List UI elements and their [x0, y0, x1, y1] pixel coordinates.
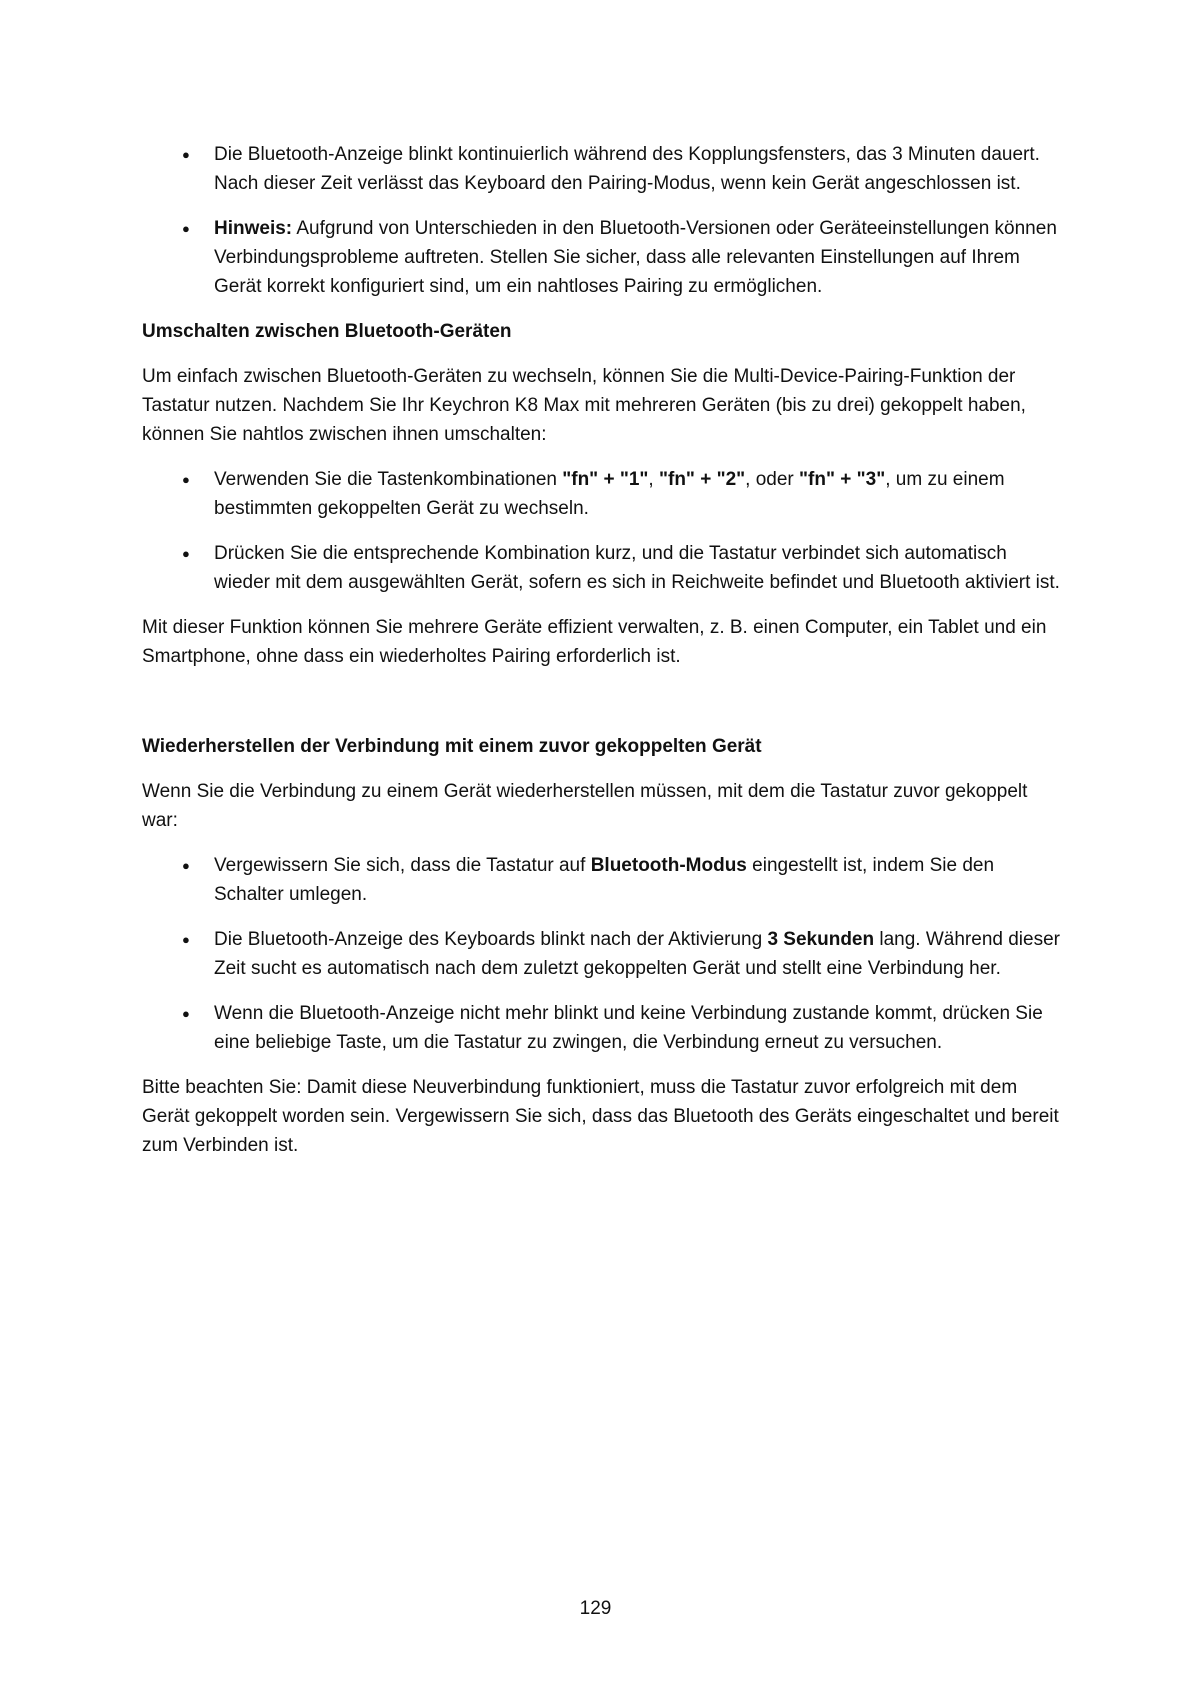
paragraph-reconnect-intro: Wenn Sie die Verbindung zu einem Gerät wiederherstellen müssen, mit dem die Tastatur zuvor gekoppelt war: [142, 781, 1028, 831]
bullet-icon: ● [182, 472, 190, 487]
note-label: Hinweis: [214, 218, 293, 239]
section-heading-switching: Umschalten zwischen Bluetooth-Geräten [142, 321, 512, 342]
bullet-icon: ● [182, 546, 190, 561]
list-item-text: , um zu einem bestimmten gekoppelten Gerät zu wechseln. [214, 469, 1005, 519]
bullet-icon: ● [182, 147, 190, 162]
page-number: 129 [579, 1598, 612, 1619]
list-item [142, 925, 1062, 983]
bullet-icon: ● [182, 932, 190, 947]
list-item [142, 140, 1062, 198]
list-item-text: lang. Während dieser Zeit sucht es automatisch nach dem zuletzt gekoppelten Gerät und stellt eine Verbindung her. [214, 929, 1060, 979]
pairing-notes-list [142, 140, 1062, 301]
document-page [142, 140, 1062, 1176]
list-item-text: Vergewissern Sie sich, dass die Tastatur auf [214, 855, 591, 876]
section-spacer [142, 687, 1062, 732]
list-item [142, 851, 1062, 909]
list-item-text: Verwenden Sie die Tastenkombinationen [214, 469, 563, 490]
key-combo: "fn" + "3" [799, 469, 886, 490]
list-item [142, 465, 1062, 523]
list-item-text: Die Bluetooth-Anzeige blinkt kontinuierlich während des Kopplungsfensters, das 3 Minuten dauert. Nach dieser Zeit verlässt das Keyboard den Pairing-Modus, wenn kein Gerät angeschlossen ist. [214, 144, 1040, 194]
reconnect-list [142, 851, 1062, 1057]
paragraph-switching-intro: Um einfach zwischen Bluetooth-Geräten zu wechseln, können Sie die Multi-Device-Pairing-Funktion der Tastatur nutzen. Nachdem Sie Ihr Keychron K8 Max mit mehreren Geräten (bis zu drei) gekoppelt haben, können Sie nahtlos zwischen ihnen umschalten: [142, 366, 1026, 445]
list-item-text: Wenn die Bluetooth-Anzeige nicht mehr blinkt und keine Verbindung zustande kommt, drücken Sie eine beliebige Taste, um die Tastatur zu zwingen, die Verbindung erneut zu versuchen. [214, 1003, 1043, 1053]
list-item [142, 214, 1062, 301]
list-item [142, 539, 1062, 597]
key-combo: "fn" + "2" [658, 469, 746, 490]
paragraph-reconnect-outro: Bitte beachten Sie: Damit diese Neuverbindung funktioniert, muss die Tastatur zuvor erfolgreich mit dem Gerät gekoppelt worden sein. Vergewissern Sie sich, dass das Bluetooth des Geräts eingeschaltet und bereit zum Verbinden ist. [142, 1077, 1059, 1156]
paragraph-switching-outro: Mit dieser Funktion können Sie mehrere Geräte effizient verwalten, z. B. einen Computer, ein Tablet und ein Smartphone, ohne dass ein wiederholtes Pairing erforderlich ist. [142, 617, 1047, 667]
bullet-icon: ● [182, 1006, 190, 1021]
list-item-text: , [648, 469, 659, 490]
list-item-text: , oder [745, 469, 800, 490]
key-combo: "fn" + "1" [562, 469, 649, 490]
list-item-text: Drücken Sie die entsprechende Kombination kurz, und die Tastatur verbindet sich automatisch wieder mit dem ausgewählten Gerät, sofern es sich in Reichweite befindet und Bluetooth aktiviert ist. [214, 543, 1060, 593]
bullet-icon: ● [182, 858, 190, 873]
list-item [142, 999, 1062, 1057]
switching-list [142, 465, 1062, 597]
list-item-text: eingestellt ist, indem Sie den Schalter umlegen. [214, 855, 995, 905]
emphasis-text: Bluetooth-Modus [590, 855, 747, 876]
bullet-icon: ● [182, 221, 190, 236]
list-item-text: Aufgrund von Unterschieden in den Bluetooth-Versionen oder Geräteeinstellungen können Verbindungsprobleme auftreten. Stellen Sie sicher, dass alle relevanten Einstellungen auf Ihrem Gerät korrekt konfiguriert sind, um ein nahtloses Pairing zu ermöglichen. [214, 218, 1057, 297]
list-item-text: Die Bluetooth-Anzeige des Keyboards blinkt nach der Aktivierung [214, 929, 768, 950]
section-heading-reconnect: Wiederherstellen der Verbindung mit einem zuvor gekoppelten Gerät [142, 736, 762, 757]
emphasis-text: 3 Sekunden [767, 929, 875, 950]
